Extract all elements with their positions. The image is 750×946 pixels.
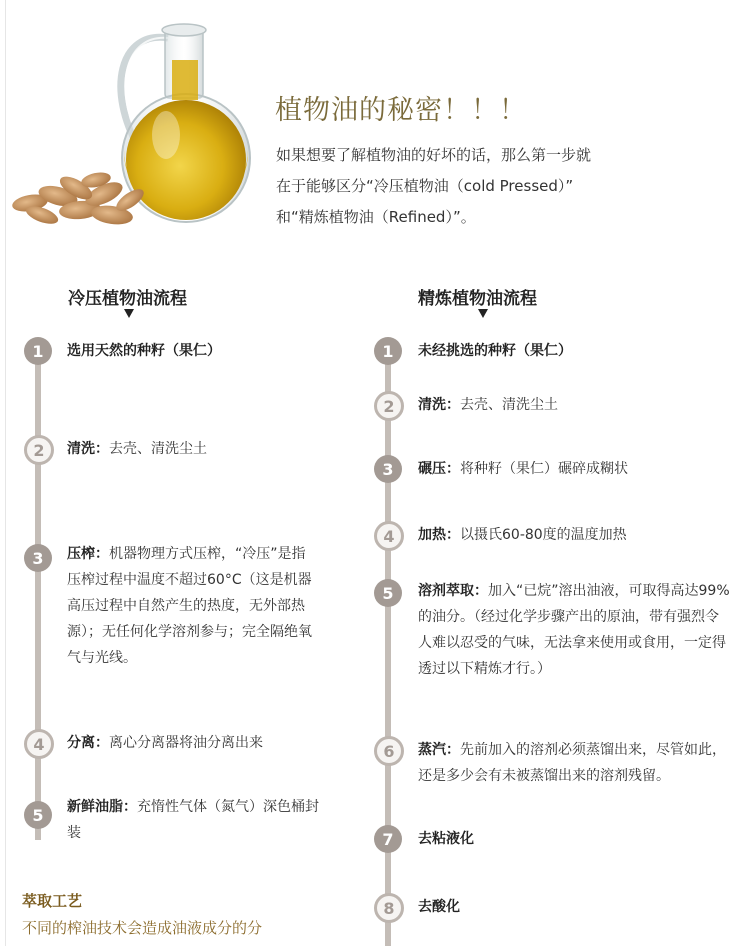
cold-step-1-number-badge: 1 — [24, 337, 52, 365]
step-label: 清洗： — [418, 397, 460, 413]
step-label: 去粘液化 — [418, 831, 474, 847]
cold-down-arrow-icon — [124, 309, 134, 318]
extraction-section-text: 不同的榨油技术会造成油液成分的分 — [22, 919, 263, 937]
step-description: 机器物理方式压榨，“冷压”是指压榨过程中温度不超过60°C（这是机器高压过程中自然产生的热度，无外部热源）；无任何化学溶剂参与；完全隔绝氧气与光线。 — [67, 546, 312, 666]
intro-line: 如果想要了解植物油的好坏的话，那么第一步就 — [276, 146, 592, 164]
cold-step-5 — [67, 794, 322, 846]
step-description: 去壳、清洗尘土 — [109, 441, 207, 457]
step-description: 以摄氏60-80度的温度加热 — [460, 527, 627, 543]
refined-step-3 — [418, 456, 728, 482]
refined-step-6-number-badge: 6 — [374, 736, 404, 766]
refined-step-1 — [418, 338, 728, 364]
refined-timeline-rail — [385, 340, 391, 946]
refined-step-4-number-badge: 4 — [374, 521, 404, 551]
olive-oil-jug-illustration — [0, 0, 270, 250]
cold-step-3 — [67, 541, 319, 671]
refined-step-3-number-badge: 3 — [374, 455, 402, 483]
intro-line: 和“精炼植物油（Refined）”。 — [276, 208, 476, 226]
cold-step-2 — [67, 436, 317, 462]
step-description: 将种籽（果仁）碾碎成糊状 — [460, 461, 628, 477]
step-label: 碾压： — [418, 461, 460, 477]
step-label: 溶剂萃取： — [418, 583, 488, 599]
step-label: 分离： — [67, 735, 109, 751]
step-description: 先前加入的溶剂必须蒸馏出来，尽管如此，还是多少会有未被蒸馏出来的溶剂残留。 — [418, 742, 726, 784]
refined-step-8-number-badge: 8 — [374, 893, 404, 923]
refined-step-5-number-badge: 5 — [374, 579, 402, 607]
intro-line: 在于能够区分“冷压植物油（cold Pressed）” — [276, 177, 574, 195]
step-label: 蒸汽： — [418, 742, 460, 758]
step-label: 选用天然的种籽（果仁） — [67, 343, 221, 359]
refined-step-8 — [418, 894, 728, 920]
step-label: 压榨： — [67, 546, 109, 562]
step-description: 去壳、清洗尘土 — [460, 397, 558, 413]
intro-paragraph — [276, 140, 591, 233]
step-label: 新鲜油脂： — [67, 799, 137, 815]
cold-step-4 — [67, 730, 317, 756]
cold-step-5-number-badge: 5 — [24, 801, 52, 829]
extraction-section-title: 萃取工艺 — [22, 892, 83, 910]
cold-step-4-number-badge: 4 — [24, 729, 54, 759]
refined-down-arrow-icon — [478, 309, 488, 318]
step-description: 加入“已烷”溶出油液，可取得高达99%的油分。（经过化学步骤产出的原油，带有强烈令人难以忍受的气味，无法拿来使用或食用，一定得透过以下精炼才行。） — [418, 583, 730, 677]
cold-step-3-number-badge: 3 — [24, 544, 52, 572]
step-description: 充惰性气体（氮气）深色桶封装 — [67, 799, 319, 841]
refined-step-7-number-badge: 7 — [374, 825, 402, 853]
refined-step-7 — [418, 826, 728, 852]
refined-step-4 — [418, 522, 728, 548]
cold-step-1 — [67, 338, 317, 364]
refined-step-2 — [418, 392, 728, 418]
step-label: 清洗： — [67, 441, 109, 457]
step-label: 未经挑选的种籽（果仁） — [418, 343, 572, 359]
refined-process-title: 精炼植物油流程 — [418, 289, 537, 309]
step-description: 离心分离器将油分离出来 — [109, 735, 263, 751]
cold-process-title: 冷压植物油流程 — [68, 289, 187, 309]
page-title: 植物油的秘密！！！ — [275, 95, 527, 126]
refined-step-6 — [418, 737, 730, 789]
refined-step-2-number-badge: 2 — [374, 391, 404, 421]
cold-timeline-rail — [35, 340, 41, 840]
step-label: 去酸化 — [418, 899, 460, 915]
cold-step-2-number-badge: 2 — [24, 435, 54, 465]
refined-step-5 — [418, 578, 730, 682]
step-label: 加热： — [418, 527, 460, 543]
refined-step-1-number-badge: 1 — [374, 337, 402, 365]
